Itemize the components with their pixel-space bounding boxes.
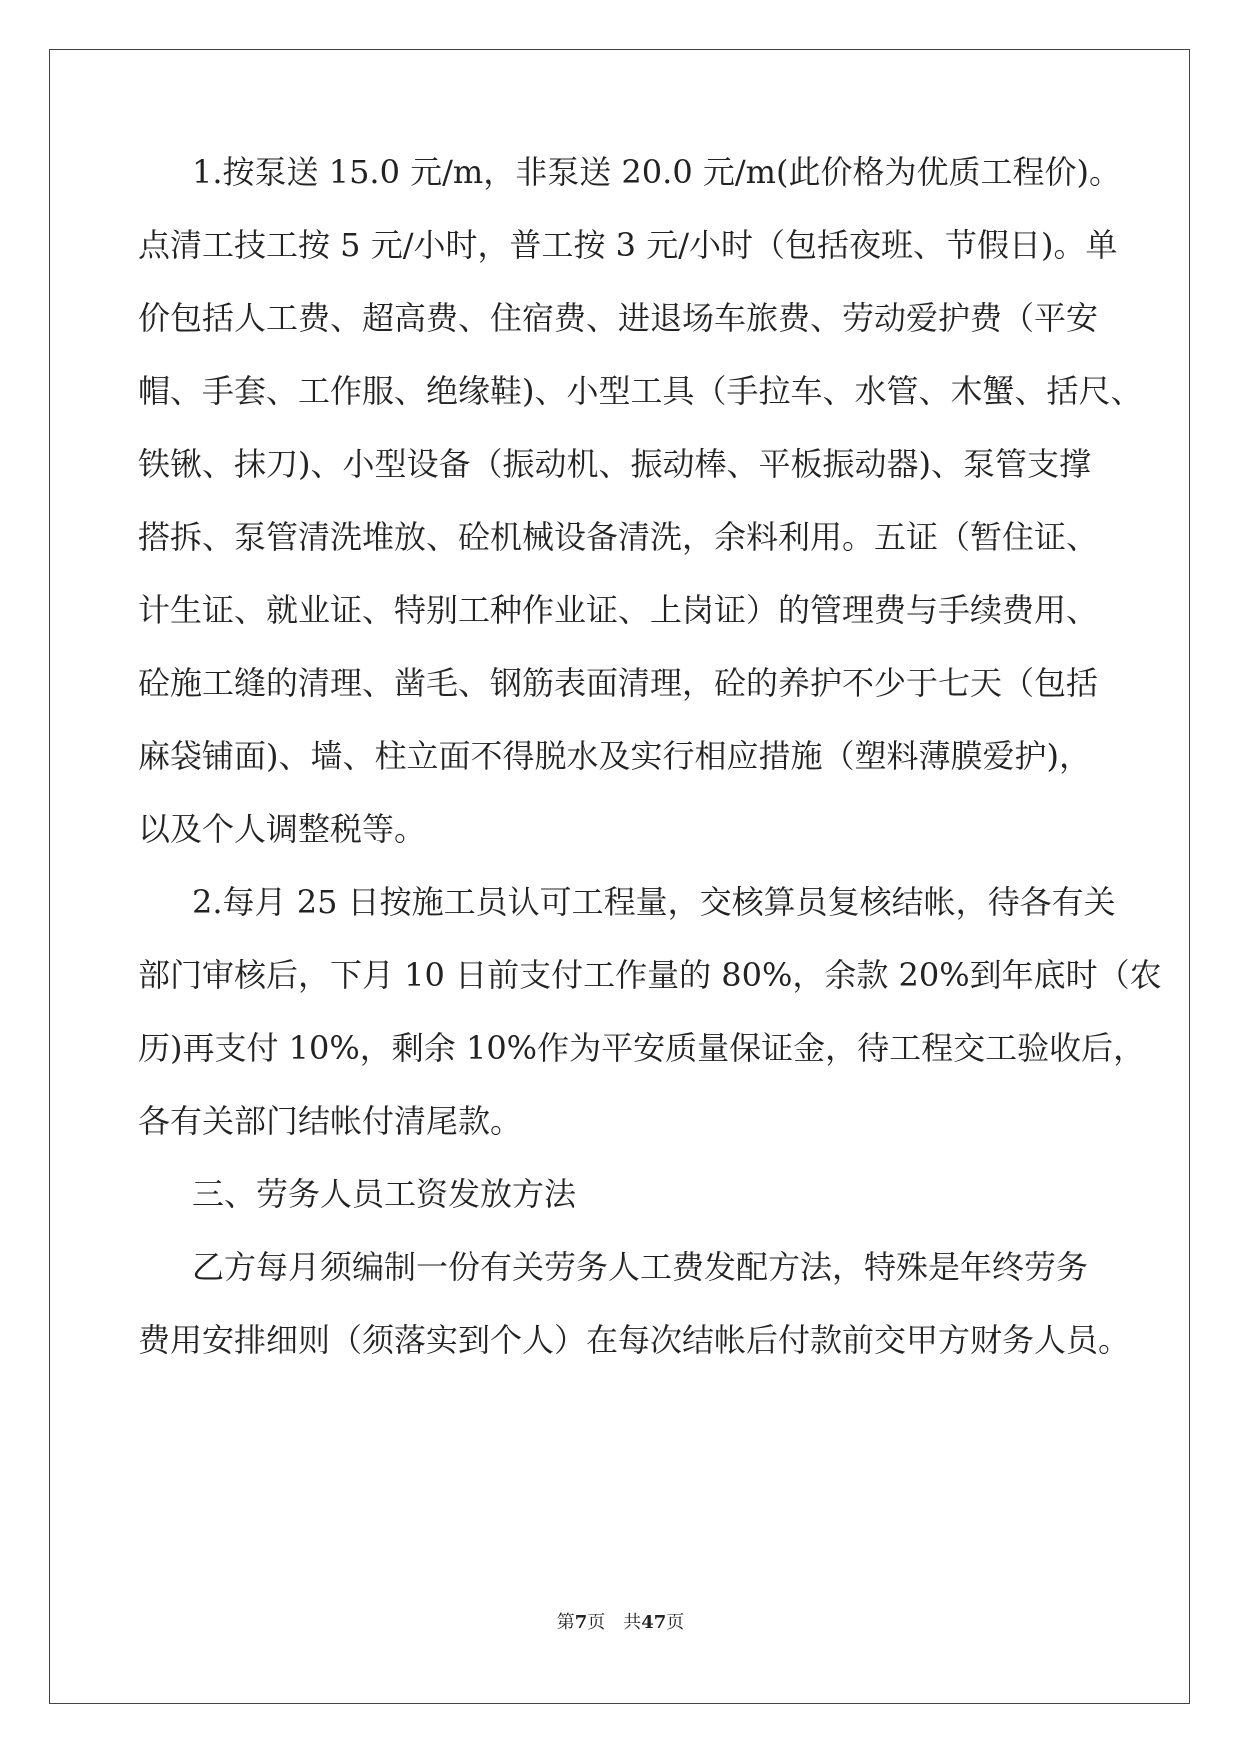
text-line: 麻袋铺面)、墙、柱立面不得脱水及实行相应措施（塑料薄膜爱护)， [138, 737, 1091, 775]
text-line: 以及个人调整税等。 [138, 810, 427, 848]
text-line: 砼施工缝的清理、凿毛、钢筋表面清理，砼的养护不少于七天（包括 [138, 664, 1099, 702]
text-line: 1.按泵送 15.0 元/m，非泵送 20.0 元/m(此价格为优质工程价)。 [192, 153, 1121, 191]
footer-mid: 页 共 [587, 1612, 642, 1633]
text-line: 价包括人工费、超高费、住宿费、进退场车旅费、劳动爱护费（平安 [138, 299, 1099, 337]
text-line: 各有关部门结帐付清尾款。 [138, 1102, 523, 1140]
text-line: 搭拆、泵管清洗堆放、砼机械设备清洗，余料利用。五证（暂住证、 [138, 518, 1099, 556]
text-line: 点清工技工按 5 元/小时，普工按 3 元/小时（包括夜班、节假日)。单 [138, 226, 1118, 264]
footer-suffix: 页 [666, 1612, 685, 1633]
text-line: 历)再支付 10%，剩余 10%作为平安质量保证金，待工程交工验收后， [138, 1029, 1146, 1067]
text-line: 计生证、就业证、特别工种作业证、上岗证）的管理费与手续费用、 [138, 591, 1099, 629]
text-line: 乙方每月须编制一份有关劳务人工费发配方法，特殊是年终劳务 [192, 1248, 1089, 1286]
text-line: 铁锹、抹刀)、小型设备（振动机、振动棒、平板振动器)、泵管支撑 [138, 445, 1091, 483]
text-line: 帽、手套、工作服、绝缘鞋)、小型工具（手拉车、水管、木蟹、括尺、 [138, 372, 1143, 410]
section-heading: 三、劳务人员工资发放方法 [192, 1175, 577, 1213]
text-line: 费用安排细则（须落实到个人）在每次结帐后付款前交甲方财务人员。 [138, 1321, 1131, 1359]
text-line: 部门审核后，下月 10 日前支付工作量的 80%，余款 20%到年底时（农 [138, 956, 1162, 994]
text-line: 2.每月 25 日按施工员认可工程量，交核算员复核结帐，待各有关 [192, 883, 1116, 921]
total-pages-number: 47 [641, 1612, 667, 1633]
footer-prefix: 第 [556, 1612, 575, 1633]
current-page-number: 7 [574, 1612, 588, 1633]
page-footer [0, 1608, 1241, 1634]
